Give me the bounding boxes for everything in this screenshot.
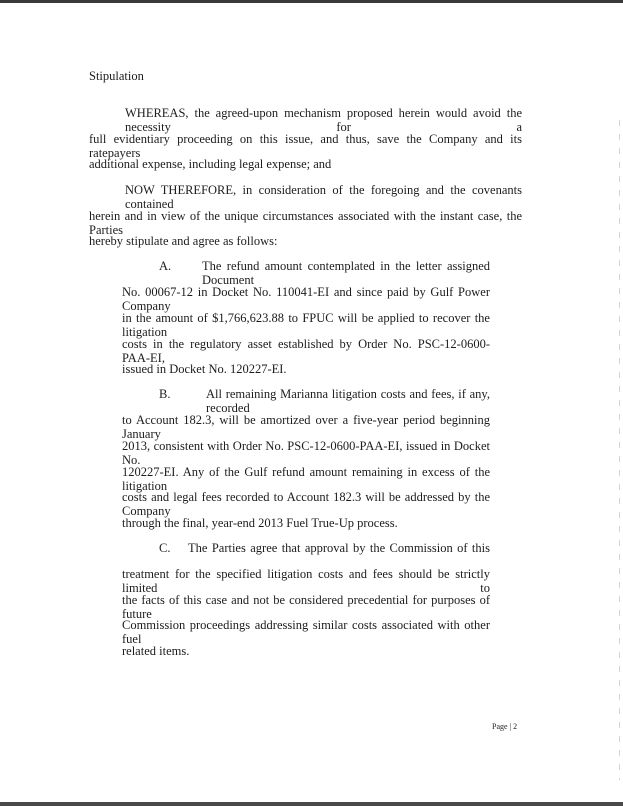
body-line: NOW THEREFORE, in consideration of the foregoing and the covenants contained (125, 183, 522, 211)
body-line: Commission proceedings addressing similar costs associated with other fuel (122, 618, 490, 646)
item-marker-a: A. (159, 259, 172, 273)
body-line: The Parties agree that approval by the Commission of this (188, 541, 490, 555)
top-scan-rule (0, 0, 623, 3)
body-line: herein and in view of the unique circumstances associated with the instant case, the Parties (89, 209, 522, 237)
document-header: Stipulation (89, 69, 144, 83)
body-line: to Account 182.3, will be amortized over a five-year period beginning January (122, 413, 490, 441)
body-line: costs and legal fees recorded to Account 182.3 will be addressed by the Company (122, 490, 490, 518)
body-line: in the amount of $1,766,623.88 to FPUC will be applied to recover the litigation (122, 311, 490, 339)
body-line: treatment for the specified litigation costs and fees should be strictly limited to (122, 567, 490, 595)
body-line: WHEREAS, the agreed-upon mechanism proposed herein would avoid the necessity for a (125, 106, 522, 134)
body-line: No. 00067-12 in Docket No. 110041-EI and since paid by Gulf Power Company (122, 285, 490, 313)
body-line: through the final, year-end 2013 Fuel True-Up process. (122, 516, 398, 530)
scan-edge-artifact (619, 120, 620, 780)
body-line: related items. (122, 644, 190, 658)
item-marker-c: C. (159, 541, 171, 555)
body-line: All remaining Marianna litigation costs and fees, if any, recorded (206, 387, 490, 415)
body-line: issued in Docket No. 120227-EI. (122, 362, 287, 376)
body-line: The refund amount contemplated in the letter assigned Document (202, 259, 490, 287)
body-line: hereby stipulate and agree as follows: (89, 234, 278, 248)
body-line: 120227-EI. Any of the Gulf refund amount remaining in excess of the litigation (122, 465, 490, 493)
body-line: the facts of this case and not be considered precedential for purposes of future (122, 593, 490, 621)
bottom-scan-rule (0, 802, 623, 806)
body-line: additional expense, including legal expense; and (89, 157, 332, 171)
body-line: 2013, consistent with Order No. PSC-12-0600-PAA-EI, issued in Docket No. (122, 439, 490, 467)
body-line: costs in the regulatory asset established by Order No. PSC-12-0600-PAA-EI, (122, 337, 490, 365)
item-marker-b: B. (159, 387, 171, 401)
body-line: full evidentiary proceeding on this issue, and thus, save the Company and its ratepayers (89, 132, 522, 160)
page-number: Page | 2 (492, 722, 518, 731)
